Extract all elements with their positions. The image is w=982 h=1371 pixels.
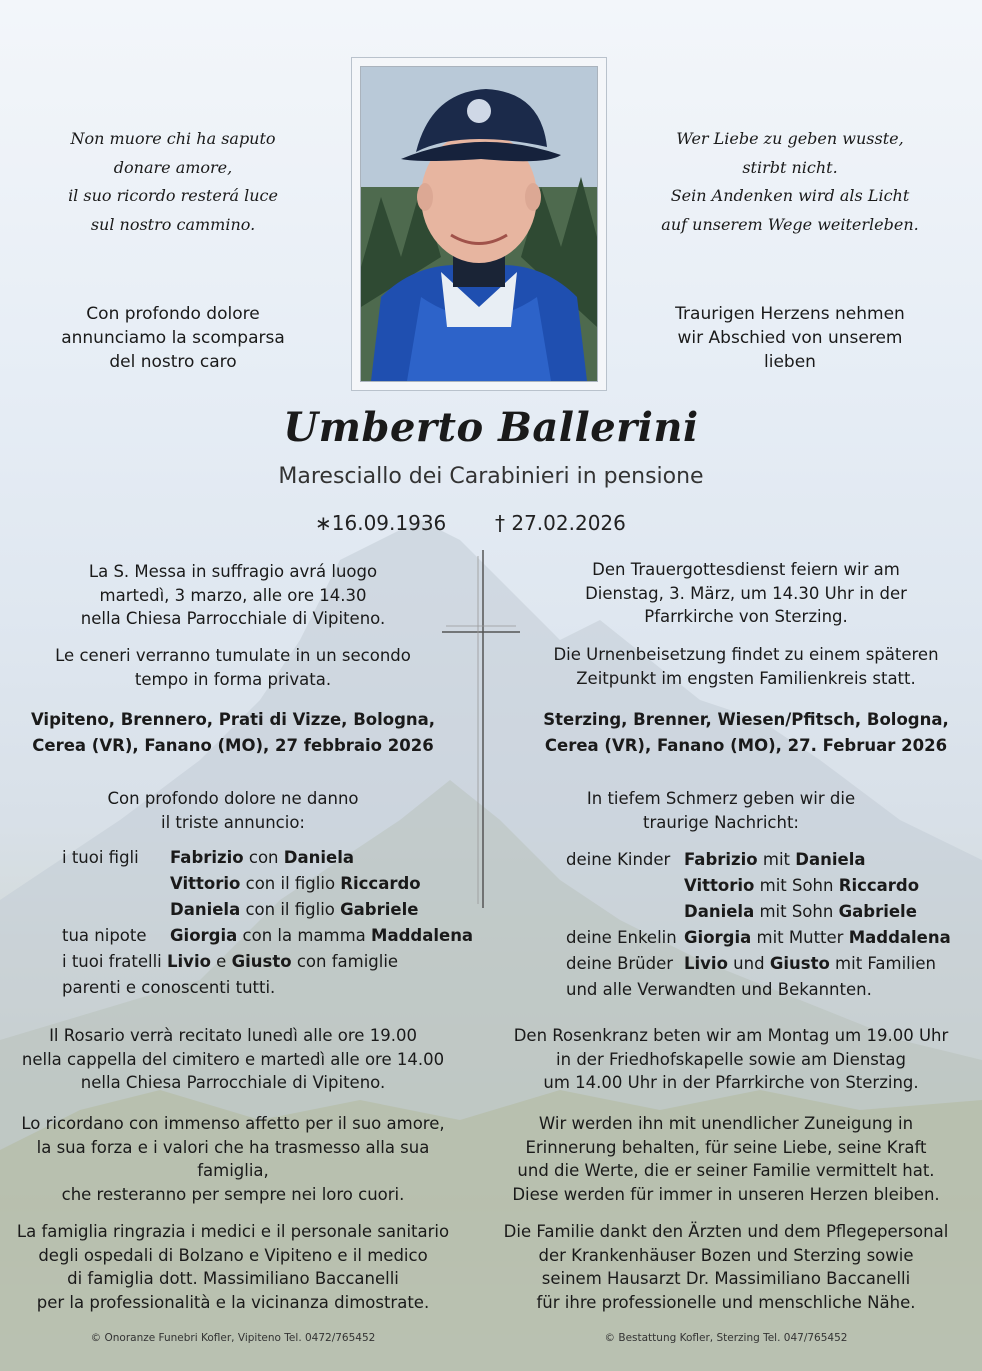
family-row: deine Kinder Fabrizio mit Daniela xyxy=(566,849,866,869)
mass-info-italian: La S. Messa in suffragio avrá luogo martedì, 3 marzo, alle ore 14.30 nella Chiesa Parrocchiale di Vipiteno. xyxy=(80,562,386,628)
remembrance-italian: Lo ricordano con immenso affetto per il suo amore, la sua forza e i valori che ha trasmesso alla sua famiglia, che resteranno per sempre nei loro cuori. xyxy=(21,1114,445,1204)
family-row: deine Enkelin Giorgia mit Mutter Maddalena xyxy=(566,927,951,947)
deceased-title: Maresciallo dei Carabinieri in pensione xyxy=(278,464,704,489)
family-row: i tuoi figli Fabrizio con Daniela xyxy=(62,847,354,867)
places-date-italian: Vipiteno, Brennero, Prati di Vizze, Bologna, Cerea (VR), Fanano (MO), 27 febbraio 2026 xyxy=(30,710,436,755)
death-date: † 27.02.2026 xyxy=(495,511,626,535)
remembrance-german: Wir werden ihn mit unendlicher Zuneigung in Erinnerung behalten, für seine Liebe, seine Kraft und die Werte, die er seiner Familie vermittelt hat. Diese werden für immer in unseren Herzen bleiben. xyxy=(512,1114,940,1204)
family-row: Vittorio con il figlio Riccardo xyxy=(170,873,421,893)
family-row: Daniela mit Sohn Gabriele xyxy=(684,901,917,921)
ashes-info-italian: Le ceneri verranno tumulate in un secondo tempo in forma privata. xyxy=(55,646,411,689)
intro-german: Traurigen Herzens nehmen wir Abschied von unserem lieben xyxy=(675,304,905,372)
footer-italian: © Onoranze Funebri Kofler, Vipiteno Tel. 0472/765452 xyxy=(90,1332,376,1344)
footer-german: © Bestattung Kofler, Sterzing Tel. 047/765452 xyxy=(604,1332,848,1344)
rosary-info-german: Den Rosenkranz beten wir am Montag um 19.00 Uhr in der Friedhofskapelle sowie am Dienstag um 14.00 Uhr in der Pfarrkirche von Sterzing. xyxy=(513,1026,949,1092)
announcement-italian: Con profondo dolore ne danno il triste annuncio: xyxy=(107,789,359,832)
thanks-italian: La famiglia ringrazia i medici e il personale sanitario degli ospedali di Bolzano e Vipiteno e il medico di famiglia dott. Massimiliano Baccanelli per la professionalità e la vicinanza dimostrate. xyxy=(16,1222,450,1312)
announcement-german: In tiefem Schmerz geben wir die traurige Nachricht: xyxy=(586,789,856,832)
birth-star-icon: ∗ xyxy=(315,511,332,535)
family-row: und alle Verwandten und Bekannten. xyxy=(566,979,872,999)
death-cross-icon: † xyxy=(495,511,512,535)
quote-german: Wer Liebe zu geben wusste, stirbt nicht. Sein Andenken wird als Licht auf unserem Wege weiterleben. xyxy=(661,129,919,234)
family-list-italian xyxy=(62,844,473,1000)
birth-date: ∗16.09.1936 xyxy=(315,511,447,535)
places-date-german: Sterzing, Brenner, Wiesen/Pfitsch, Bologna, Cerea (VR), Fanano (MO), 27. Februar 2026 xyxy=(543,710,949,755)
portrait-photo xyxy=(360,66,598,382)
family-row: parenti e conoscenti tutti. xyxy=(62,977,276,997)
family-row: Daniela con il figlio Gabriele xyxy=(170,899,419,919)
quote-italian: Non muore chi ha saputo donare amore, il suo ricordo resterá luce sul nostro cammino. xyxy=(68,129,278,234)
family-row: deine Brüder Livio und Giusto mit Familien xyxy=(566,953,936,973)
intro-italian: Con profondo dolore annunciamo la scomparsa del nostro caro xyxy=(61,304,285,372)
rosary-info-italian: Il Rosario verrà recitato lunedì alle ore 19.00 nella cappella del cimitero e martedì alle ore 14.00 nella Chiesa Parrocchiale di Vipiteno. xyxy=(21,1026,445,1092)
family-row: Vittorio mit Sohn Riccardo xyxy=(684,875,920,895)
mass-info-german: Den Trauergottesdienst feiern wir am Dienstag, 3. März, um 14.30 Uhr in der Pfarrkirche von Sterzing. xyxy=(585,560,907,626)
portrait-frame xyxy=(351,57,607,391)
deceased-name: Umberto Ballerini xyxy=(283,404,699,451)
family-row: i tuoi fratelli Livio e Giusto con famiglie xyxy=(62,951,399,971)
thanks-german: Die Familie dankt den Ärzten und dem Pflegepersonal der Krankenhäuser Bozen und Sterzing sowie seinem Hausarzt Dr. Massimiliano Baccanelli für ihre professionelle und menschliche Nähe. xyxy=(503,1222,949,1312)
family-row: tua nipote Giorgia con la mamma Maddalena xyxy=(62,925,474,945)
ashes-info-german: Die Urnenbeisetzung findet zu einem späteren Zeitpunkt im engsten Familienkreis statt. xyxy=(553,645,939,688)
family-list-german xyxy=(566,846,951,1002)
